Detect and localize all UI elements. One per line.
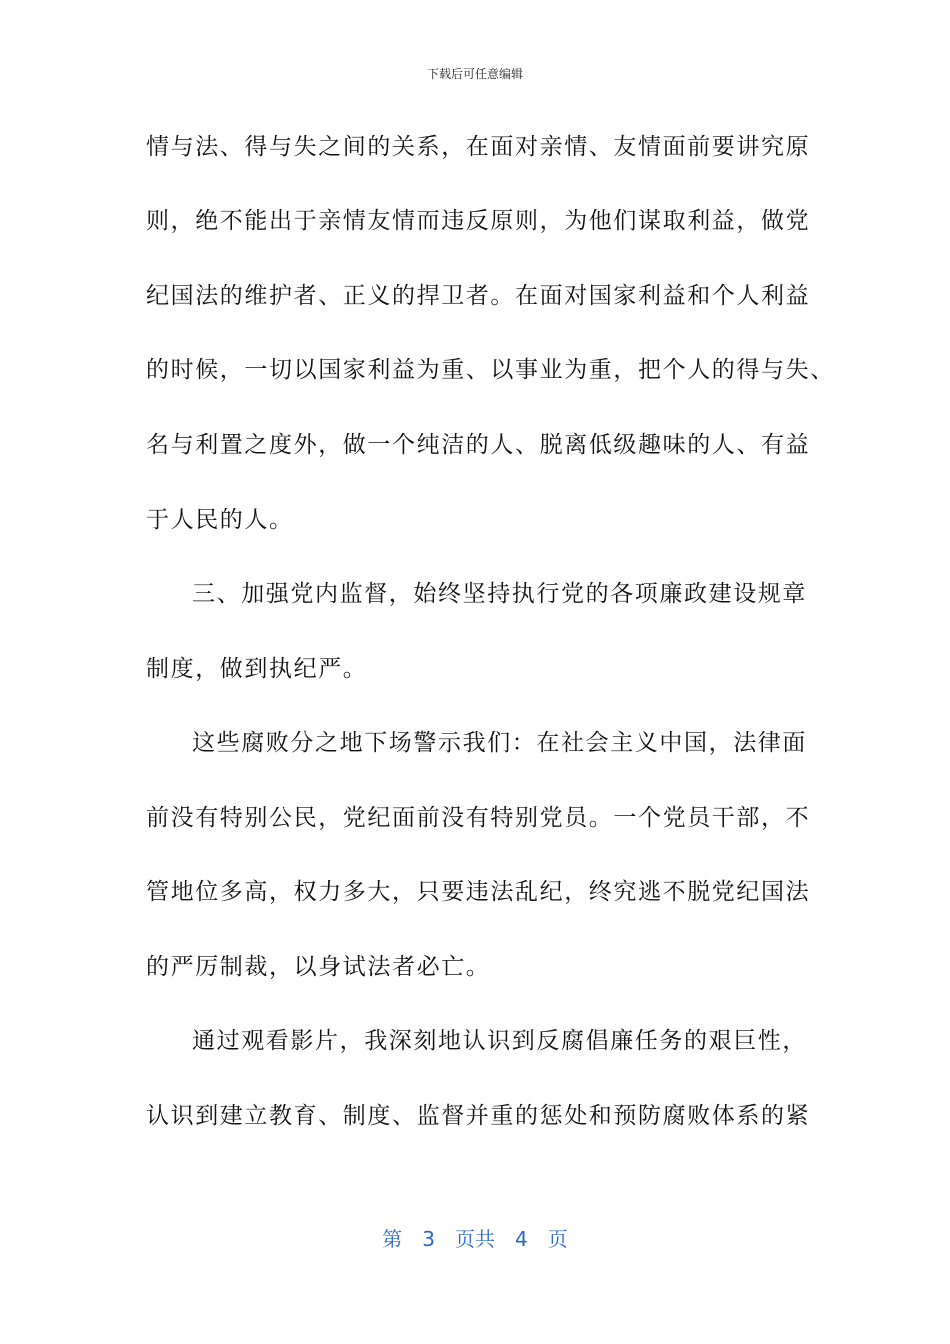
text-line: 名与利置之度外，做一个纯洁的人、脱离低级趣味的人、有益 — [146, 432, 811, 458]
footer-middle: 页共 — [455, 1227, 495, 1251]
text-line: 于人民的人。 — [146, 507, 294, 533]
text-line: 则，绝不能出于亲情友情而违反原则，为他们谋取利益，做党 — [146, 208, 811, 234]
text-line: 制度，做到执纪严。 — [146, 656, 368, 682]
text-line: 的时候，一切以国家利益为重、以事业为重，把个人的得与失、 — [146, 357, 835, 383]
text-line: 的严厉制裁，以身试法者必亡。 — [146, 954, 491, 980]
total-pages-number: 4 — [515, 1227, 528, 1251]
page-header: 下载后可任意编辑 — [426, 67, 523, 81]
footer-prefix: 第 — [382, 1227, 403, 1251]
text-line: 纪国法的维护者、正义的捍卫者。在面对国家利益和个人利益 — [146, 283, 811, 309]
footer-suffix: 页 — [547, 1227, 568, 1251]
section-heading-line: 三、加强党内监督，始终坚持执行党的各项廉政建设规章 — [192, 581, 807, 607]
text-line: 认识到建立教育、制度、监督并重的惩处和预防腐败体系的紧 — [146, 1103, 811, 1129]
text-line: 管地位多高，权力多大，只要违法乱纪，终究逃不脱党纪国法 — [146, 879, 811, 905]
current-page-number: 3 — [422, 1227, 435, 1251]
text-line: 前没有特别公民，党纪面前没有特别党员。一个党员干部，不 — [146, 805, 811, 831]
text-line: 情与法、得与失之间的关系，在面对亲情、友情面前要讲究原 — [146, 134, 811, 160]
page-number-footer — [0, 1226, 950, 1252]
paragraph-start-line: 通过观看影片，我深刻地认识到反腐倡廉任务的艰巨性， — [192, 1028, 807, 1054]
paragraph-start-line: 这些腐败分之地下场警示我们：在社会主义中国，法律面 — [192, 730, 807, 756]
